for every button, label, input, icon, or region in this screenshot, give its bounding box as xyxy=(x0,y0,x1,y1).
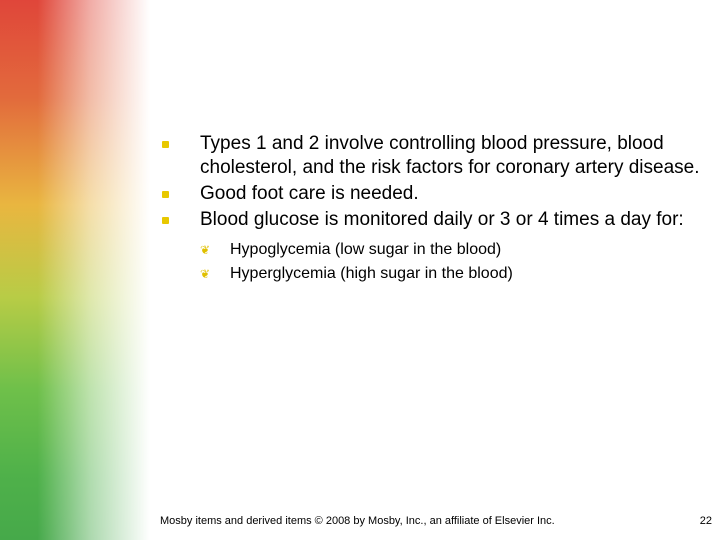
slide-content xyxy=(160,132,700,288)
bullet-list xyxy=(160,132,700,286)
bullet-item xyxy=(160,132,700,180)
bullet-item xyxy=(160,182,700,206)
sub-bullet-list xyxy=(200,238,700,286)
sub-bullet-item xyxy=(200,238,700,262)
square-bullet-icon xyxy=(162,141,169,148)
sub-bullet-item xyxy=(200,262,700,286)
copyright-notice: Mosby items and derived items © 2008 by Mosby, Inc., an affiliate of Elsevier Inc. xyxy=(160,515,555,527)
decorative-gradient-band xyxy=(0,0,150,540)
bullet-text: Good foot care is needed. xyxy=(200,183,419,204)
page-number: 22 xyxy=(699,515,712,527)
bullet-item xyxy=(160,208,700,286)
bullet-text: Types 1 and 2 involve controlling blood pressure, blood cholesterol, and the risk factors for coronary artery disease. xyxy=(200,133,700,178)
slide-footer xyxy=(0,515,720,535)
flourish-bullet-icon: ❦ xyxy=(200,267,211,281)
flourish-bullet-icon: ❦ xyxy=(200,243,211,257)
sub-bullet-text: Hypoglycemia (low sugar in the blood) xyxy=(230,241,502,258)
sub-bullet-text: Hyperglycemia (high sugar in the blood) xyxy=(230,265,513,282)
bullet-text: Blood glucose is monitored daily or 3 or 4 times a day for: xyxy=(200,209,684,230)
square-bullet-icon xyxy=(162,217,169,224)
square-bullet-icon xyxy=(162,191,169,198)
